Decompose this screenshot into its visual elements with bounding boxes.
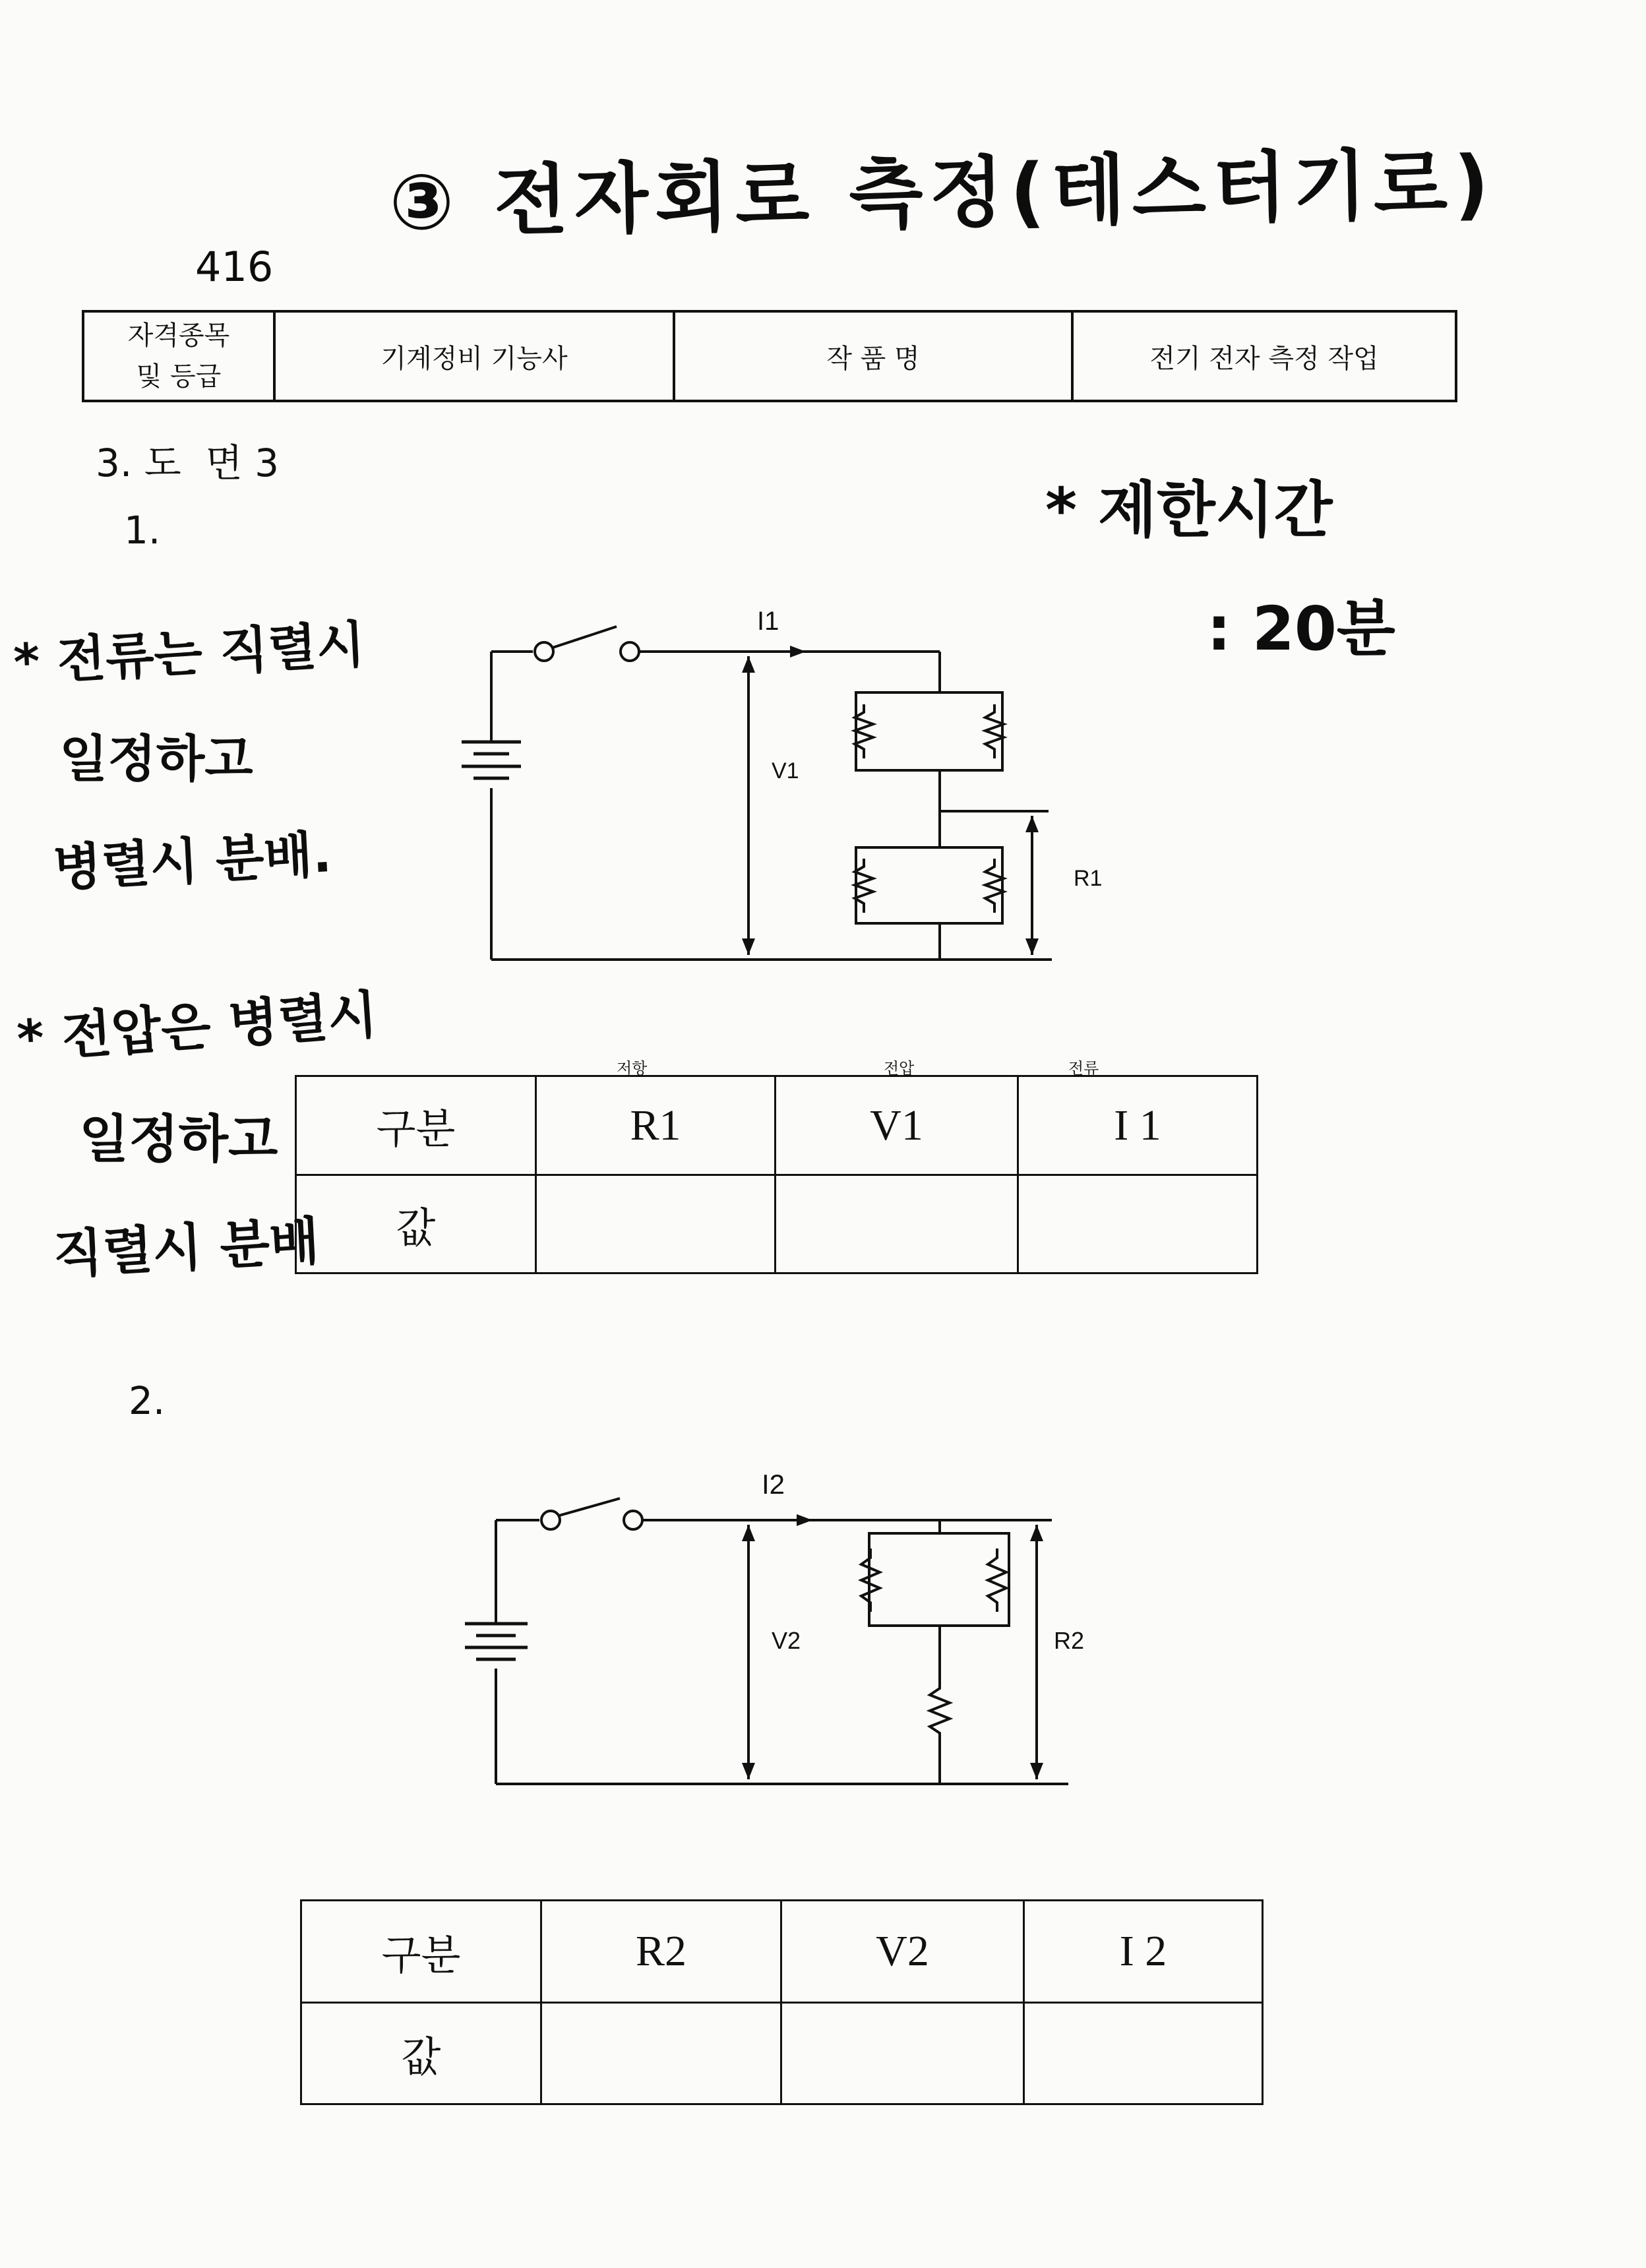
page-title: ③ 전자회로 측정(테스터기로) [388,139,1496,248]
table2-value-i2[interactable] [1024,2003,1263,2104]
table2-header-i2: I 2 [1024,1901,1263,2003]
annotation-resistance: 저항 [617,1059,648,1078]
table2-header-category: 구분 [301,1901,541,2003]
time-limit-note: * 제한시간 [1045,475,1333,545]
note-voltage-line1: * 전압은 병렬시 [15,985,380,1070]
note-current-line2: 일정하고 [59,729,253,788]
note-current-line3: 병렬시 분배. [51,824,333,898]
annotation-voltage: 전압 [884,1059,915,1078]
work-label: 작 품 명 [674,311,1072,401]
label-r2: R2 [1054,1627,1085,1654]
table1-value-r1[interactable] [536,1175,776,1273]
problem2-number: 2. [129,1378,166,1423]
note-voltage-line3: 직렬시 분배 [51,1211,321,1285]
measurement-table-2 [300,1899,1264,2105]
table1-header-v1: V1 [776,1076,1018,1175]
circuit-diagram-2 [0,1418,1646,1814]
table2-header-r2: R2 [541,1901,781,2003]
work-value: 전기 전자 측정 작업 [1072,311,1456,401]
label-v1: V1 [772,758,799,783]
table1-row-label: 값 [296,1175,536,1273]
table2-header-v2: V2 [781,1901,1024,2003]
label-r1: R1 [1074,866,1103,891]
measurement-table-1 [295,1075,1258,1274]
problem1-number: 1. [124,508,161,553]
label-i1: I1 [757,607,779,636]
table2-row-label: 값 [301,2003,541,2104]
qualification-label-line2: 및 등급 [136,361,222,392]
page-number: 416 [195,243,274,291]
qualification-label-line1: 자격종목 [127,321,230,351]
label-i2: I2 [762,1469,785,1500]
circuit-diagram-1 [0,0,1646,989]
table2-value-v2[interactable] [781,2003,1024,2104]
note-current-line1: * 전류는 직렬시 [12,615,367,692]
table1-header-i1: I 1 [1018,1076,1258,1175]
table1-value-i1[interactable] [1018,1175,1258,1273]
note-voltage-line2: 일정하고 [79,1110,278,1169]
table1-header-category: 구분 [296,1076,536,1175]
section-heading: 3. 도 면 3 [96,441,280,485]
label-v2: V2 [772,1627,801,1654]
table2-value-r2[interactable] [541,2003,781,2104]
table1-value-v1[interactable] [776,1175,1018,1273]
table1-header-r1: R1 [536,1076,776,1175]
time-limit-value: : 20분 [1207,594,1395,664]
qualification-value: 기계정비 기능사 [274,311,674,401]
annotation-current: 전류 [1068,1059,1099,1078]
